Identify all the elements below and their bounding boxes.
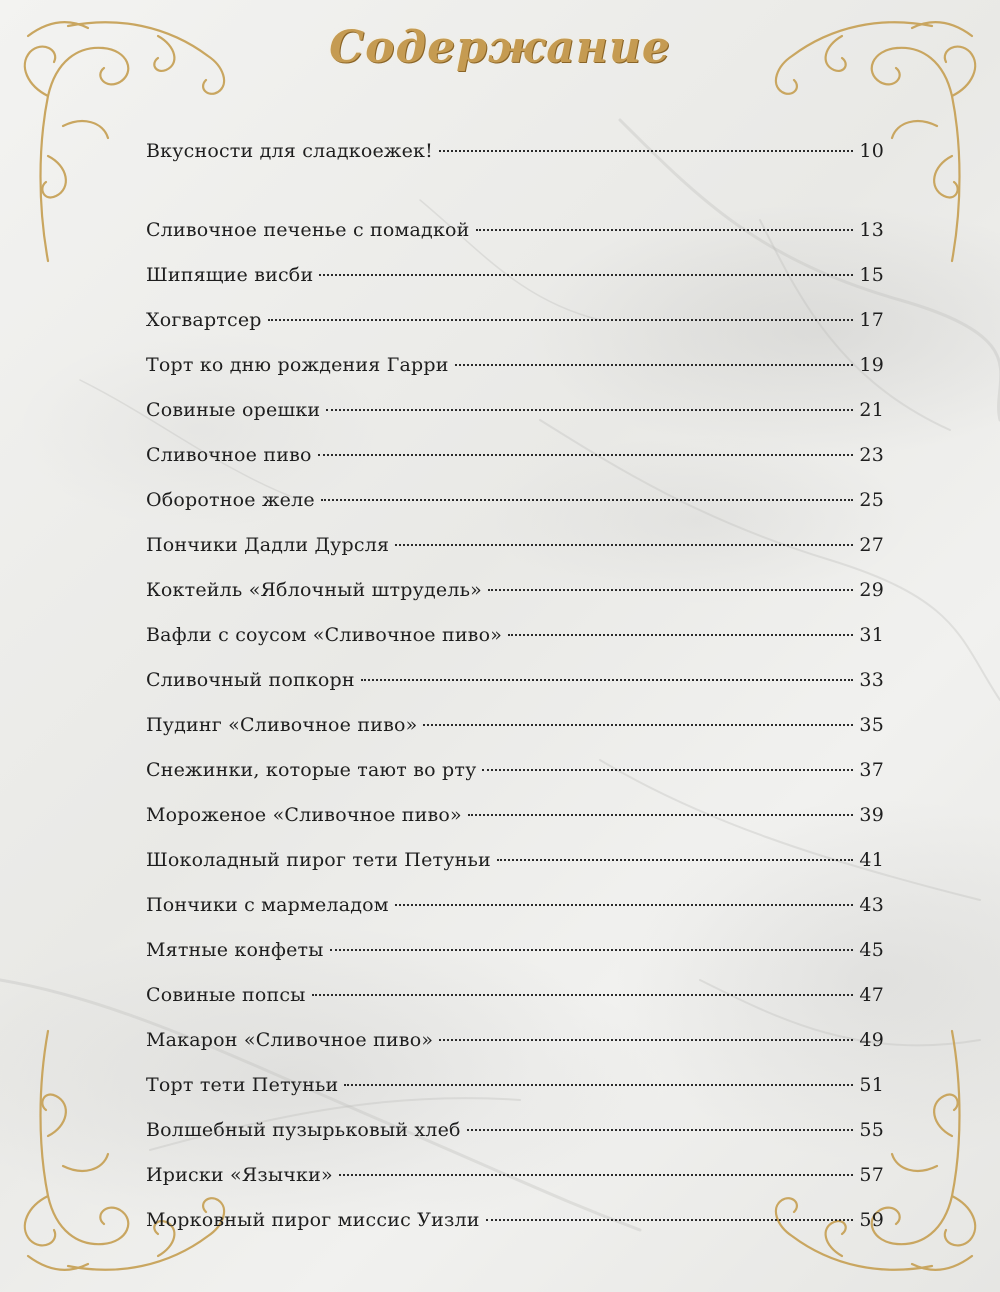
dot-leader	[486, 1219, 854, 1221]
toc-entry	[146, 534, 884, 579]
toc-entry-page: 47	[859, 984, 884, 1006]
toc-entry-page: 35	[859, 714, 884, 736]
toc-entry	[146, 1074, 884, 1119]
toc-entry	[146, 219, 884, 264]
toc-entry-title: Шоколадный пирог тети Петуньи	[146, 849, 491, 871]
toc-entry-title: Волшебный пузырьковый хлеб	[146, 1119, 461, 1141]
toc-entry-page: 13	[859, 219, 884, 241]
dot-leader	[339, 1174, 854, 1176]
toc-entry-page: 51	[859, 1074, 884, 1096]
toc-entry-title: Макарон «Сливочное пиво»	[146, 1029, 434, 1051]
toc-entry-page: 57	[859, 1164, 884, 1186]
dot-leader	[318, 454, 854, 456]
toc-entry	[146, 894, 884, 939]
toc-entry-title: Пончики с мармеладом	[146, 894, 389, 916]
toc-entry-page: 19	[859, 354, 884, 376]
toc-entry-title: Сливочное печенье с помадкой	[146, 219, 470, 241]
toc-entry	[146, 1029, 884, 1074]
dot-leader	[361, 679, 854, 681]
toc-entry-page: 55	[859, 1119, 884, 1141]
dot-leader	[468, 814, 854, 816]
toc-entry-title: Ириски «Язычки»	[146, 1164, 333, 1186]
dot-leader	[395, 544, 853, 546]
toc-entry	[146, 140, 884, 185]
toc-entry	[146, 849, 884, 894]
toc-entry	[146, 1209, 884, 1254]
toc-entry-title: Сливочное пиво	[146, 444, 312, 466]
toc-entry-title: Вкусности для сладкоежек!	[146, 140, 433, 162]
toc-entry-page: 43	[859, 894, 884, 916]
toc-entry	[146, 804, 884, 849]
toc-entry-title: Хогвартсер	[146, 309, 262, 331]
dot-leader	[330, 949, 854, 951]
toc-entry	[146, 579, 884, 624]
toc-entry-title: Мятные конфеты	[146, 939, 324, 961]
toc-entry-title: Пончики Дадли Дурсля	[146, 534, 390, 556]
dot-leader	[439, 150, 853, 152]
dot-leader	[455, 364, 854, 366]
dot-leader	[319, 274, 853, 276]
toc-entry	[146, 714, 884, 759]
toc-entry	[146, 624, 884, 669]
toc-entry-title: Совиные попсы	[146, 984, 306, 1006]
dot-leader	[268, 319, 854, 321]
toc-entry-page: 17	[859, 309, 884, 331]
toc-entry-page: 21	[859, 399, 884, 421]
dot-leader	[482, 769, 853, 771]
toc-entry-page: 29	[859, 579, 884, 601]
toc-entry-page: 31	[859, 624, 884, 646]
toc-entry-title: Морковный пирог миссис Уизли	[146, 1209, 480, 1231]
toc-entry-title: Шипящие висби	[146, 264, 314, 286]
toc-entry-page: 59	[859, 1209, 884, 1231]
toc-entry-title: Сливочный попкорн	[146, 669, 355, 691]
toc-entry	[146, 759, 884, 804]
dot-leader	[326, 409, 853, 411]
toc-entry-page: 37	[859, 759, 884, 781]
dot-leader	[467, 1129, 854, 1131]
toc-entry-page: 15	[859, 264, 884, 286]
table-of-contents	[146, 140, 884, 1254]
toc-entry-page: 49	[859, 1029, 884, 1051]
dot-leader	[344, 1084, 853, 1086]
toc-entry-title: Мороженое «Сливочное пиво»	[146, 804, 462, 826]
toc-entry-title: Вафли с соусом «Сливочное пиво»	[146, 624, 503, 646]
toc-entry-page: 41	[859, 849, 884, 871]
dot-leader	[321, 499, 854, 501]
toc-entry	[146, 984, 884, 1029]
dot-leader	[476, 229, 854, 231]
toc-entry	[146, 1164, 884, 1209]
toc-entry-page: 33	[859, 669, 884, 691]
page-title: Содержание	[329, 22, 671, 73]
toc-entry	[146, 489, 884, 534]
toc-entry-title: Оборотное желе	[146, 489, 315, 511]
dot-leader	[423, 724, 853, 726]
dot-leader	[497, 859, 854, 861]
toc-entry-title: Торт тети Петуньи	[146, 1074, 339, 1096]
toc-entry	[146, 309, 884, 354]
dot-leader	[395, 904, 854, 906]
toc-entry-page: 27	[859, 534, 884, 556]
dot-leader	[439, 1039, 853, 1041]
toc-entry	[146, 444, 884, 489]
toc-entry	[146, 264, 884, 309]
toc-entry-title: Совиные орешки	[146, 399, 321, 421]
toc-entry-title: Коктейль «Яблочный штрудель»	[146, 579, 482, 601]
toc-entry-title: Торт ко дню рождения Гарри	[146, 354, 449, 376]
toc-entry-title: Пудинг «Сливочное пиво»	[146, 714, 418, 736]
toc-entry-page: 23	[859, 444, 884, 466]
toc-entry-page: 45	[859, 939, 884, 961]
toc-entry	[146, 669, 884, 714]
dot-leader	[488, 589, 853, 591]
toc-entry	[146, 939, 884, 984]
toc-entry	[146, 1119, 884, 1164]
toc-entry	[146, 354, 884, 399]
toc-entry-title: Снежинки, которые тают во рту	[146, 759, 477, 781]
dot-leader	[312, 994, 854, 996]
dot-leader	[508, 634, 853, 636]
toc-entry-page: 25	[859, 489, 884, 511]
toc-entry-page: 10	[859, 140, 884, 162]
toc-entry-page: 39	[859, 804, 884, 826]
toc-entry	[146, 399, 884, 444]
